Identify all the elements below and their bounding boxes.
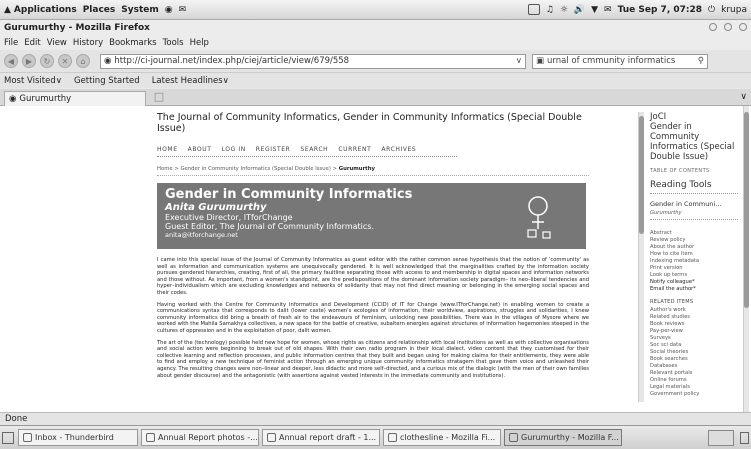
url-dropdown-icon[interactable]: ∨ — [515, 56, 522, 66]
related-item[interactable]: Related studies — [650, 314, 691, 320]
banner-heading: Gender in Community Informatics — [165, 187, 413, 202]
task-annual-draft[interactable] — [262, 429, 380, 446]
journal-title: The Journal of Community Informatics, Gender in Community Informatics (Special Double Issue) — [157, 112, 582, 134]
article-paragraph: The art of the (technology) possible held new hope for women, whose rights as citizens and relationship with local institutions as well as with collective organisations and social action were beginning to break out of old shapes. With their own radio program in their local dialect, video content that they customised for their collective learning and reflection processes, and public information centres that they built and began using for making claims for their entitlements, they were able to find and employ a new technique of feminist action through an emerging unique community informatics stratagem that gave them voice and unleashed their agency. The resulting changes were non–linear and deeper, less didactic and more self–directed, and a curious mix of the dialogic (with the men of their own families about gender discourse) and the antagonistic (with assertions against vested interests in the immediate community and institutions). — [157, 339, 589, 379]
related-item[interactable]: Book searches — [650, 356, 688, 362]
sidebar-journal-line: Gender in — [650, 122, 692, 132]
bookmark-most-visited[interactable]: Most Visited∨ — [4, 75, 62, 86]
minimize-button[interactable] — [709, 23, 717, 31]
article-body — [157, 257, 589, 379]
task-thunderbird[interactable] — [18, 429, 138, 446]
menu-edit[interactable]: Edit — [24, 38, 41, 48]
tab-bar — [0, 89, 751, 106]
sidebar-article-author: Gurumurthy — [650, 210, 738, 220]
related-items-list — [650, 307, 738, 398]
bookmark-getting-started[interactable]: Getting Started — [73, 75, 140, 86]
banner-email: anita@itforchange.net — [165, 231, 238, 239]
tab-list-icon[interactable]: ∨ — [740, 92, 747, 102]
article-paragraph: I came into this special issue of the Journal of Community Informatics as guest editor with the rather common sense hypothesis that the notion of 'community' as well as information and communication systems are unequivocally gendered. It is well acknowledged that the marginalities crafted by the information society pursues gendered hierarchies, creating, first of all, the primary faultline separating those with access to and membership in digital spaces and information networks and those without. As important, from a women's standpoint, are the predispositions of the dominant information society paradigm– its neo–liberal tendencies and hyper–individualism which are excluding knowledges and networks of solidarity that may not find direct meaning or belonging in the emerging social spaces and their codes. — [157, 257, 589, 296]
tool-look-up-terms[interactable]: Look up terms — [650, 272, 688, 278]
firefox-icon — [388, 433, 397, 442]
stop-icon[interactable]: ✕ — [58, 54, 72, 68]
breadcrumb — [157, 166, 589, 176]
tool-indexing-metadata[interactable]: Indexing metadata — [650, 258, 700, 264]
user-name[interactable]: krupa — [721, 4, 747, 15]
related-items-heading: RELATED ITEMS — [650, 299, 694, 305]
tool-notify-colleague[interactable]: Notify colleague* — [650, 279, 695, 285]
panel-menus — [4, 5, 192, 15]
site-identity-icon[interactable]: ◉ — [104, 56, 112, 66]
related-item[interactable]: Legal materials — [650, 384, 690, 390]
nav-search[interactable]: SEARCH — [300, 146, 329, 153]
volume-icon[interactable]: 🔊 — [573, 4, 586, 15]
search-input[interactable] — [532, 54, 708, 69]
network-icon[interactable] — [528, 4, 540, 15]
system-menu[interactable]: System — [121, 4, 159, 15]
taskbar — [0, 425, 751, 449]
reading-tools-sidebar — [650, 112, 738, 398]
maximize-button[interactable] — [724, 23, 732, 31]
sidebar-journal-line: JoCI — [650, 112, 667, 122]
nav-about[interactable]: ABOUT — [187, 146, 212, 153]
tool-review-policy[interactable]: Review policy — [650, 237, 686, 243]
nav-archives[interactable]: ARCHIVES — [381, 146, 417, 153]
menubar — [0, 36, 751, 50]
nav-register[interactable]: REGISTER — [255, 146, 291, 153]
window-titlebar[interactable] — [0, 20, 751, 36]
sidebar-scroll-thumb[interactable] — [639, 116, 644, 234]
wifi-icon[interactable]: ▼ — [591, 4, 599, 15]
folder-icon — [146, 433, 155, 442]
nav-home[interactable]: HOME — [157, 146, 178, 153]
article-banner — [157, 183, 586, 249]
related-item[interactable]: Soc sci data — [650, 342, 682, 348]
sidebar-journal-line: Double Issue) — [650, 152, 709, 162]
firefox-launcher-icon[interactable]: ◉ — [164, 4, 173, 15]
nav-current[interactable]: CURRENT — [338, 146, 372, 153]
forward-icon[interactable]: ▶ — [22, 54, 36, 68]
banner-line1: Executive Director, ITforChange — [165, 213, 293, 222]
related-item[interactable]: Relevant portals — [650, 370, 693, 376]
page-scroll-thumb[interactable] — [744, 112, 749, 308]
tool-email-author[interactable]: Email the author* — [650, 286, 696, 292]
url-bar[interactable] — [100, 54, 526, 69]
places-menu[interactable]: Places — [82, 4, 116, 15]
breadcrumb-path[interactable]: Home > Gender in Community Informatics (Special Double Issue) > — [157, 166, 339, 172]
tab-favicon-icon: ◉ — [9, 93, 17, 104]
search-engine-icon[interactable]: ▣ — [536, 56, 545, 66]
menu-file[interactable]: File — [4, 38, 19, 48]
task-label: Annual report draft - 1... — [279, 433, 377, 442]
related-item[interactable]: Book reviews — [650, 321, 685, 327]
mail-icon[interactable]: ✉ — [604, 4, 612, 15]
navigation-toolbar — [0, 50, 751, 72]
breadcrumb-current: Gurumurthy — [338, 166, 375, 172]
trash-icon[interactable] — [740, 432, 749, 444]
clock[interactable]: Tue Sep 7, 07:28 — [617, 4, 703, 15]
article-main — [157, 112, 589, 384]
bookmark-latest-headlines[interactable]: Latest Headlines∨ — [151, 75, 229, 86]
window-title: Gurumurthy - Mozilla Firefox — [4, 23, 150, 33]
applications-menu[interactable]: Applications — [13, 4, 77, 15]
thunderbird-icon — [23, 433, 32, 442]
power-icon[interactable]: ⏻ — [708, 4, 716, 15]
sidebar-article-title: Gender in Communi... — [650, 200, 722, 208]
tab-label: Gurumurthy — [19, 93, 72, 104]
reading-tools-heading: Reading Tools — [650, 180, 738, 194]
task-label: Inbox - Thunderbird — [35, 433, 114, 442]
document-icon — [267, 433, 276, 442]
foot-icon[interactable]: ▲ — [4, 4, 11, 15]
table-of-contents-link[interactable]: TABLE OF CONTENTS — [650, 168, 710, 174]
task-gurumurthy[interactable] — [504, 429, 622, 446]
banner-line2: Guest Editor, The Journal of Community Informatics. — [165, 222, 374, 231]
page-scrollbar[interactable] — [743, 106, 749, 412]
task-label: Gurumurthy - Mozilla F... — [521, 433, 619, 442]
tab-gurumurthy[interactable] — [4, 91, 146, 106]
related-item[interactable]: Author's work — [650, 307, 686, 313]
home-icon[interactable]: ⌂ — [76, 54, 90, 68]
task-label: Annual Report photos -... — [158, 433, 258, 442]
page-content — [0, 106, 751, 412]
related-item[interactable]: Surveys — [650, 335, 671, 341]
task-annual-photos[interactable] — [141, 429, 259, 446]
banner-author: Anita Gurumurthy — [165, 202, 267, 213]
menu-view[interactable]: View — [46, 38, 67, 48]
sidebar-scrollbar[interactable] — [638, 112, 644, 402]
headphones-icon[interactable]: ♫ — [545, 4, 554, 15]
firefox-icon — [509, 433, 518, 442]
close-button[interactable] — [739, 23, 747, 31]
reload-icon[interactable]: ↻ — [40, 54, 54, 68]
search-icon[interactable]: ⚲ — [697, 56, 704, 66]
related-item[interactable]: Government policy — [650, 391, 700, 397]
related-item[interactable]: Databases — [650, 363, 678, 369]
sidebar-journal-line: Community — [650, 132, 700, 142]
task-label: clothesline - Mozilla Fi... — [400, 433, 496, 442]
sidebar-journal — [650, 112, 738, 162]
thunderbird-launcher-icon[interactable]: ✉ — [178, 4, 187, 15]
sidebar-journal-line: Informatics (Special — [650, 142, 735, 152]
related-item[interactable]: Online forums — [650, 377, 687, 383]
related-item[interactable]: Pay-per-view — [650, 328, 683, 334]
system-tray — [528, 4, 747, 15]
reading-tools-list — [650, 230, 738, 293]
brightness-icon[interactable]: ☼ — [559, 4, 568, 15]
article-paragraph: Having worked with the Centre for Community Informatics and Development (CCID) of IT for Change (www.ITforChange.net) in enabling women to create a communications syntax that corresponds to dalit (lower caste) women's ecologies of information, their worldview, aspirations, struggles and solidarities, I knew community informatics did bring a breath of fresh air to the endeavours of feminism, unlocking new possibilities. There was in the villages of Mysore where we worked with the Mahila Samakhya collectives, a new space for the battle of creative, subaltern energies against structures of information hegemonies steeped in the cultures of oppression and in the exploitation of poor, dalit women. — [157, 301, 589, 334]
menu-help[interactable]: Help — [189, 38, 209, 48]
site-nav — [157, 146, 457, 157]
show-desktop-icon[interactable] — [2, 432, 14, 444]
tool-abstract[interactable]: Abstract — [650, 230, 672, 236]
new-tab-icon[interactable]: □ — [153, 90, 165, 103]
status-text: Done — [5, 414, 28, 424]
venus-symbol-icon — [526, 195, 556, 239]
status-bar — [0, 412, 751, 425]
menu-tools[interactable]: Tools — [162, 38, 184, 48]
url-text: http://ci-journal.net/index.php/ciej/article/view/679/558 — [114, 56, 350, 66]
menu-history[interactable]: History — [72, 38, 104, 48]
window-controls — [705, 23, 747, 34]
tool-print-version[interactable]: Print version — [650, 265, 683, 271]
menu-bookmarks[interactable]: Bookmarks — [109, 38, 157, 48]
tool-how-to-cite[interactable]: How to cite item — [650, 251, 693, 257]
back-icon[interactable]: ◀ — [4, 54, 18, 68]
related-item[interactable]: Social theories — [650, 349, 689, 355]
search-text: urnal of cmmunity informatics — [547, 56, 676, 66]
nav-login[interactable]: LOG IN — [221, 146, 246, 153]
top-panel — [0, 0, 751, 20]
task-clothesline[interactable] — [383, 429, 501, 446]
bookmarks-toolbar — [0, 72, 751, 88]
tool-about-author[interactable]: About the author — [650, 244, 695, 250]
workspace-switcher[interactable] — [708, 430, 734, 446]
